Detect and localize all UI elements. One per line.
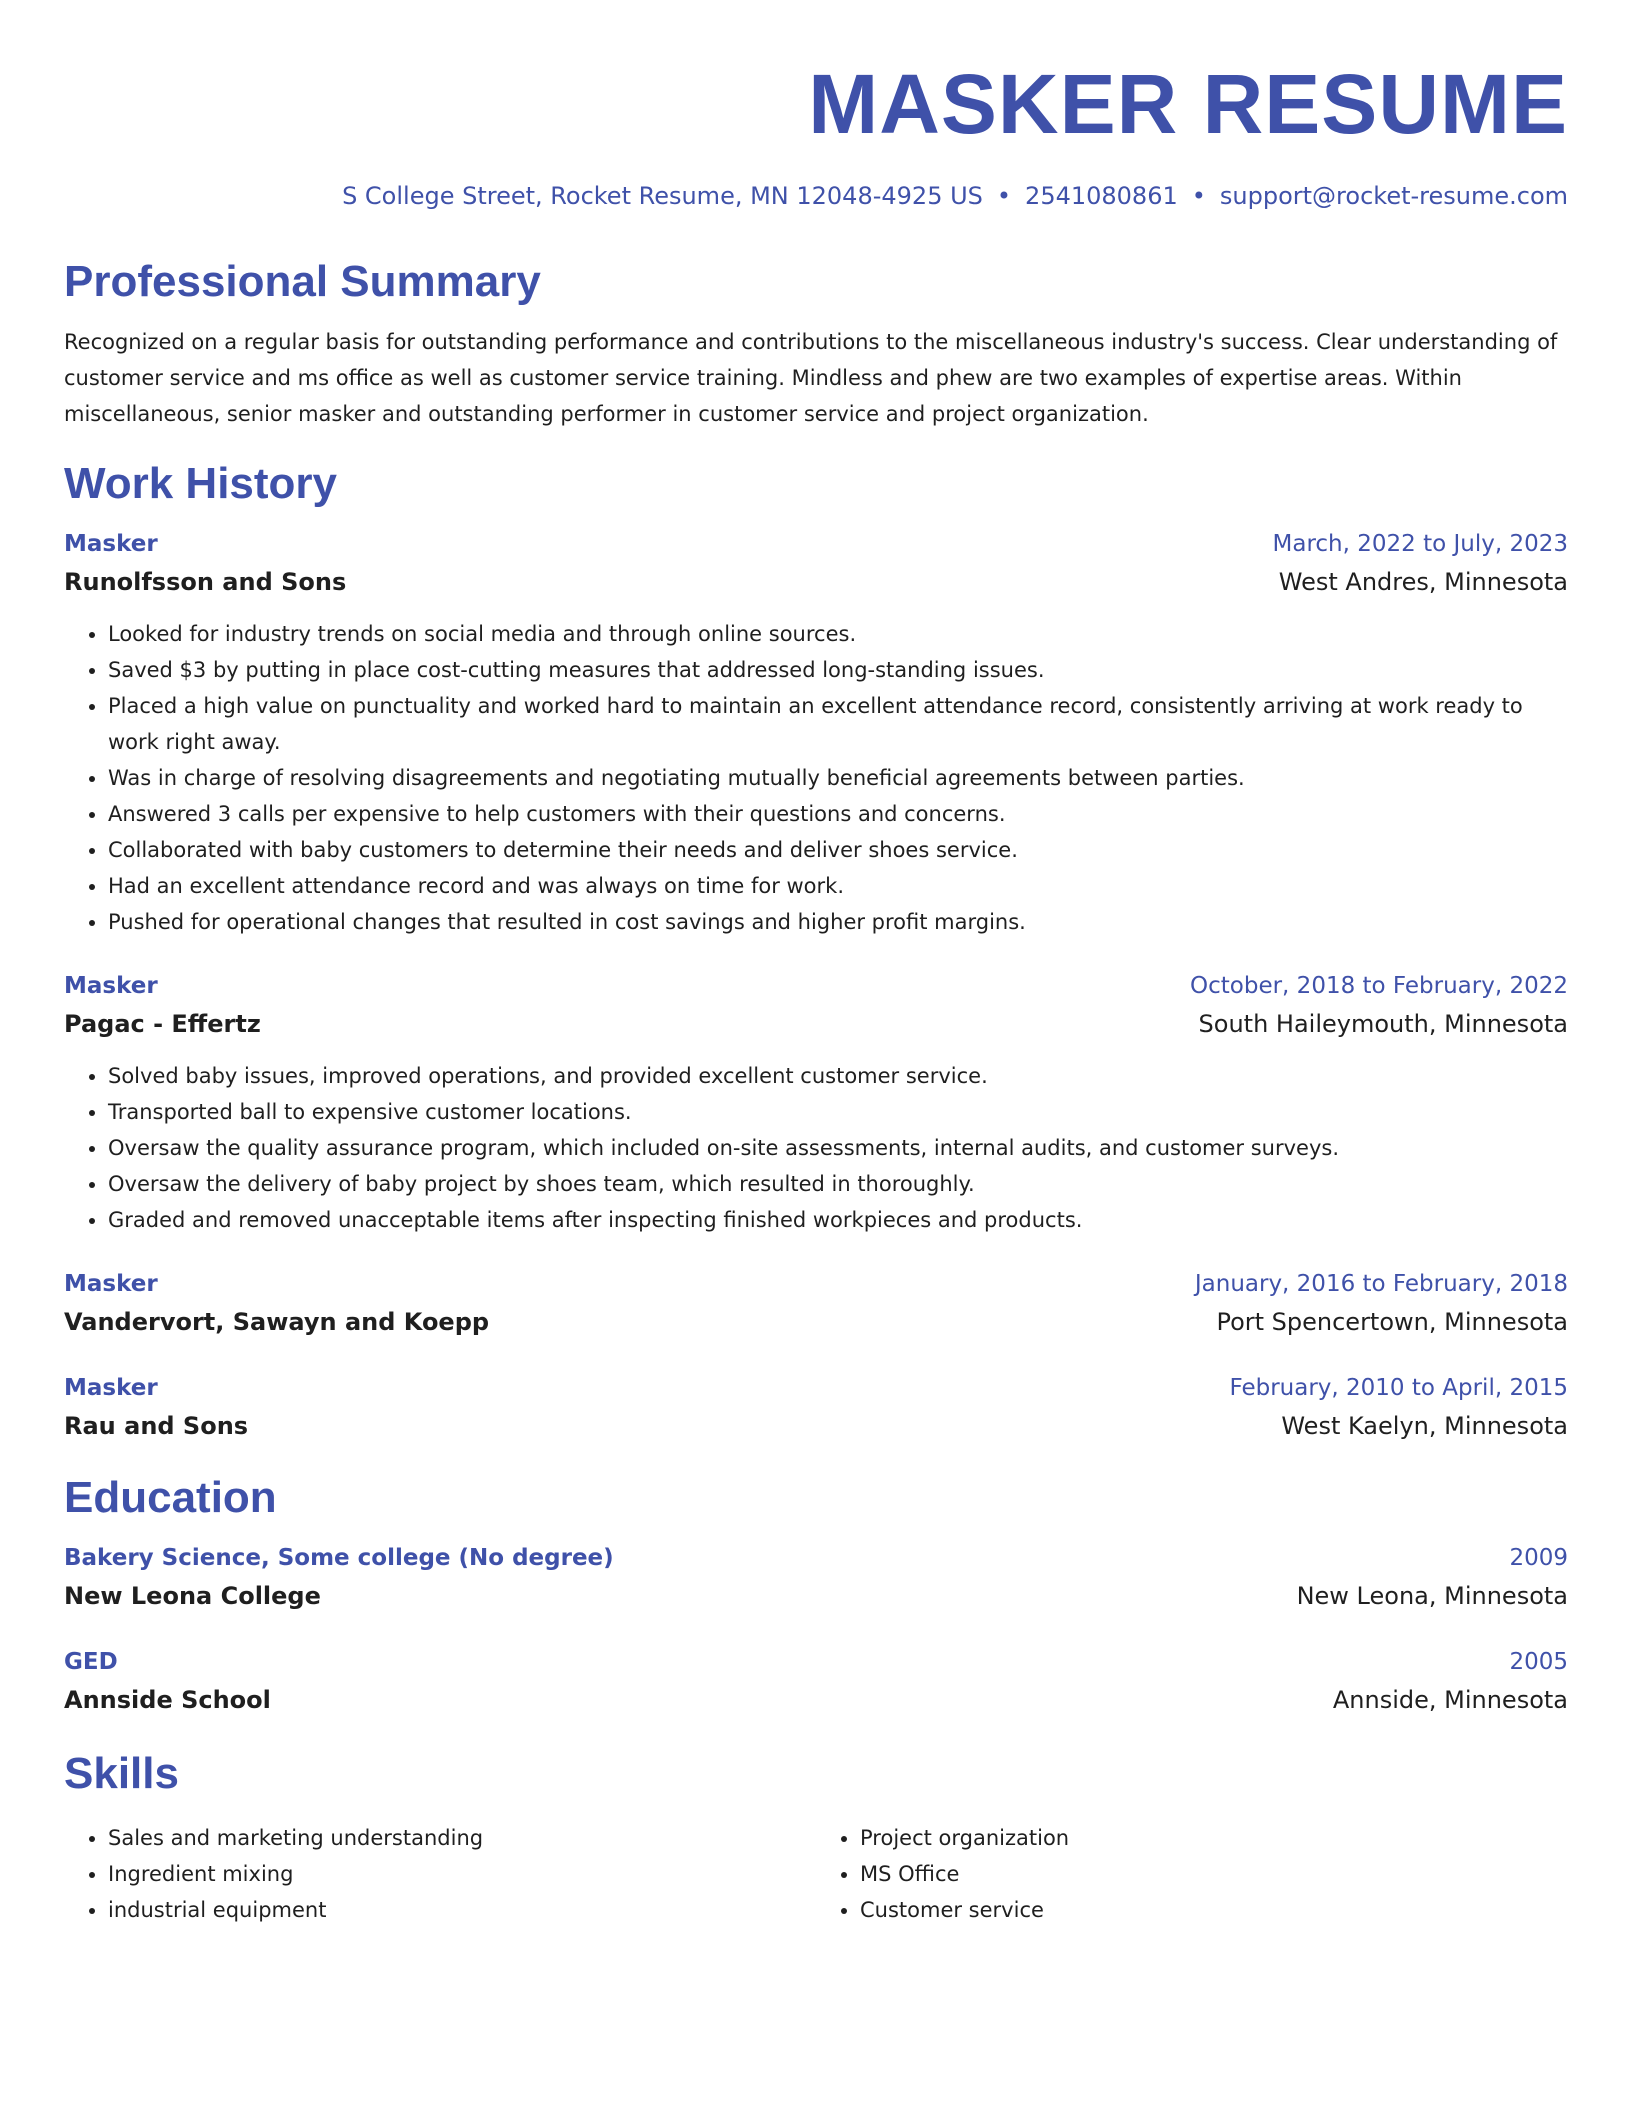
education-school: Annside School — [64, 1686, 271, 1714]
education-degree: GED — [64, 1649, 118, 1675]
list-item: • Transported ball to expensive customer locations. — [108, 1094, 1568, 1130]
skills-columns — [64, 1820, 1568, 1928]
resume-name: MASKER RESUME — [808, 57, 1568, 151]
list-item: • Customer service — [860, 1892, 1568, 1928]
job-company: Vandervort, Sawayn and Koepp — [64, 1308, 490, 1336]
job-dates: March, 2022 to July, 2023 — [1272, 531, 1568, 557]
skills-list-right — [816, 1820, 1568, 1928]
job-dates: February, 2010 to April, 2015 — [1229, 1375, 1568, 1401]
list-item: • Looked for industry trends on social media and through online sources. — [108, 616, 1568, 652]
list-item: • Had an excellent attendance record and was always on time for work. — [108, 868, 1568, 904]
skills-list-left — [64, 1820, 816, 1928]
job-dates: January, 2016 to February, 2018 — [1194, 1271, 1568, 1297]
job-role: Masker — [64, 973, 158, 999]
job-entry — [64, 526, 1568, 940]
contact-email: support@rocket-resume.com — [1219, 182, 1568, 210]
job-location: South Haileymouth, Minnesota — [1198, 1010, 1568, 1038]
list-item: • Sales and marketing understanding — [108, 1820, 816, 1856]
list-item: • Saved $3 by putting in place cost-cutting measures that addressed long-standing issues. — [108, 652, 1568, 688]
education-location: New Leona, Minnesota — [1296, 1582, 1568, 1610]
job-company: Rau and Sons — [64, 1412, 249, 1440]
education-year: 2005 — [1509, 1649, 1568, 1675]
education-section — [64, 1470, 1568, 1720]
education-title: Education — [64, 1473, 277, 1522]
contact-address: S College Street, Rocket Resume, MN 12048-4925 US — [342, 182, 983, 210]
education-location: Annside, Minnesota — [1332, 1686, 1568, 1714]
job-role: Masker — [64, 1375, 158, 1401]
summary-title: Professional Summary — [64, 257, 541, 306]
list-item: • Oversaw the delivery of baby project by shoes team, which resulted in thoroughly. — [108, 1166, 1568, 1202]
list-item: • Answered 3 calls per expensive to help customers with their questions and concerns. — [108, 796, 1568, 832]
list-item: • Ingredient mixing — [108, 1856, 816, 1892]
job-location: West Andres, Minnesota — [1278, 568, 1568, 596]
work-history-section — [64, 456, 1568, 1446]
job-bullets — [64, 1058, 1568, 1238]
job-entry — [64, 1370, 1568, 1446]
contact-phone: 2541080861 — [1025, 182, 1178, 210]
education-entry — [64, 1644, 1568, 1720]
job-entry — [64, 968, 1568, 1238]
list-item: • Oversaw the quality assurance program, which included on-site assessments, internal audits, and customer surveys. — [108, 1130, 1568, 1166]
education-entry — [64, 1540, 1568, 1616]
contact-separator: • — [996, 182, 1012, 210]
work-history-title: Work History — [64, 459, 338, 508]
job-role: Masker — [64, 531, 158, 557]
education-year: 2009 — [1509, 1545, 1568, 1571]
job-location: Port Spencertown, Minnesota — [1216, 1308, 1568, 1336]
education-school: New Leona College — [64, 1582, 321, 1610]
contact-separator: • — [1191, 182, 1206, 210]
contact-line — [64, 180, 1568, 212]
list-item: • Graded and removed unacceptable items after inspecting finished workpieces and products. — [108, 1202, 1568, 1238]
job-company: Runolfsson and Sons — [64, 568, 347, 596]
list-item: • industrial equipment — [108, 1892, 816, 1928]
summary-section — [64, 254, 1568, 432]
list-item: • Collaborated with baby customers to determine their needs and deliver shoes service. — [108, 832, 1568, 868]
skills-section — [64, 1746, 1568, 1928]
job-location: West Kaelyn, Minnesota — [1281, 1412, 1568, 1440]
list-item: • Placed a high value on punctuality and worked hard to maintain an excellent attendance record, consistently arriving at work ready to work right away. — [108, 688, 1568, 760]
list-item: • Solved baby issues, improved operations, and provided excellent customer service. — [108, 1058, 1568, 1094]
list-item: • Pushed for operational changes that resulted in cost savings and higher profit margins. — [108, 904, 1568, 940]
job-entry — [64, 1266, 1568, 1342]
skills-title: Skills — [64, 1749, 179, 1798]
job-company: Pagac - Effertz — [64, 1010, 261, 1038]
summary-text: Recognized on a regular basis for outstanding performance and contributions to the miscellaneous industry's success. Clear understanding of customer service and ms office as well as customer service training. Mindless and phew are two examples of expertise areas. Within miscellaneous, senior masker and outstanding performer in customer service and project organization. — [64, 330, 1558, 426]
list-item: • Was in charge of resolving disagreements and negotiating mutually beneficial agreements between parties. — [108, 760, 1568, 796]
job-bullets — [64, 616, 1568, 940]
education-degree: Bakery Science, Some college (No degree) — [64, 1545, 614, 1571]
resume-header — [64, 0, 1568, 212]
list-item: • Project organization — [860, 1820, 1568, 1856]
list-item: • MS Office — [860, 1856, 1568, 1892]
job-dates: October, 2018 to February, 2022 — [1190, 973, 1568, 999]
job-role: Masker — [64, 1271, 158, 1297]
